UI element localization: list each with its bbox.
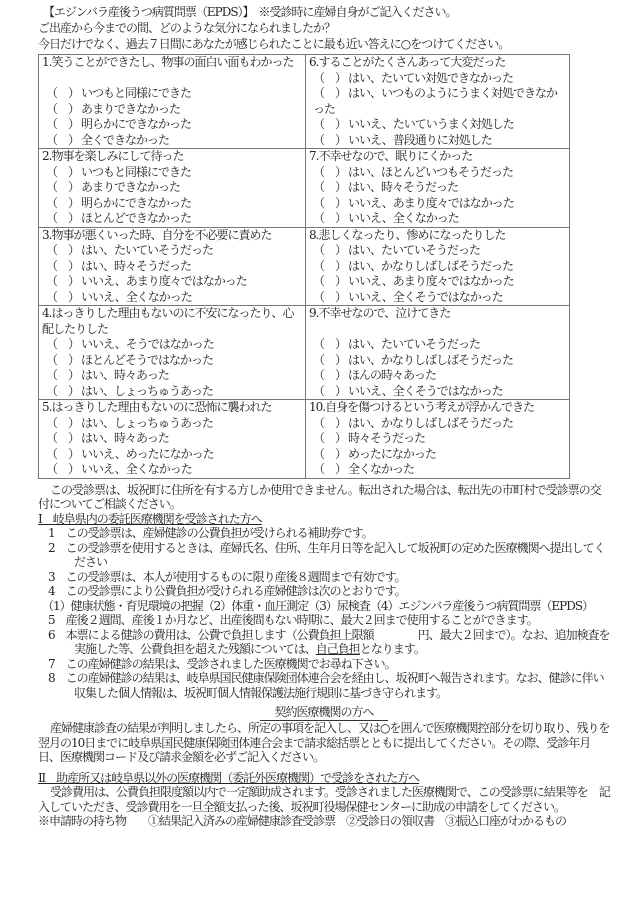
answer-option[interactable] bbox=[42, 462, 302, 478]
answer-checkbox[interactable]: （ ） bbox=[313, 383, 347, 398]
answer-checkbox[interactable]: （ ） bbox=[313, 211, 347, 225]
answer-checkbox[interactable]: （ ） bbox=[46, 117, 80, 131]
answer-label: はい、かなりしばしばそうだった bbox=[348, 415, 514, 430]
section1-item: 1 この受診票は、産婦健診の公費負担が受けられる補助券です。 bbox=[48, 526, 373, 540]
answer-option[interactable] bbox=[42, 86, 302, 102]
question-title: 4.はっきりした理由もないのに不安になったり、心配したりした bbox=[42, 306, 294, 336]
answer-checkbox[interactable]: （ ） bbox=[313, 86, 347, 100]
answer-checkbox[interactable]: （ ） bbox=[46, 101, 80, 116]
answer-options bbox=[42, 416, 302, 478]
answer-checkbox[interactable]: （ ） bbox=[46, 383, 80, 398]
answer-checkbox[interactable]: （ ） bbox=[313, 243, 347, 257]
question-row bbox=[39, 149, 570, 228]
answer-label: 時々そうだった bbox=[348, 431, 426, 445]
answer-option[interactable] bbox=[309, 211, 566, 227]
answer-checkbox[interactable]: （ ） bbox=[46, 274, 80, 288]
answer-label: いいえ、全くなかった bbox=[81, 289, 192, 304]
answer-label: いつもと同様にできた bbox=[81, 86, 192, 100]
answer-option[interactable] bbox=[309, 290, 566, 306]
epds-questionnaire-table bbox=[38, 54, 570, 479]
question-cell bbox=[39, 306, 306, 400]
answer-label: はい、かなりしばしばそうだった bbox=[348, 258, 514, 273]
question-cell bbox=[306, 227, 570, 306]
answer-option[interactable] bbox=[309, 416, 566, 432]
answer-option[interactable] bbox=[42, 368, 302, 384]
answer-option[interactable] bbox=[309, 353, 566, 369]
answer-option[interactable] bbox=[42, 102, 302, 118]
answer-option[interactable] bbox=[309, 117, 566, 133]
answer-option[interactable] bbox=[42, 384, 302, 400]
form-question: ご出産から今までの間、どのような気分になられましたか？ bbox=[38, 21, 336, 35]
answer-option[interactable] bbox=[42, 274, 302, 290]
answer-label: 全くできなかった bbox=[81, 132, 170, 147]
answer-options bbox=[309, 416, 566, 478]
answer-options bbox=[42, 165, 302, 227]
answer-checkbox[interactable]: （ ） bbox=[46, 258, 80, 273]
answer-checkbox[interactable]: （ ） bbox=[313, 258, 347, 273]
answer-checkbox[interactable]: （ ） bbox=[313, 368, 347, 382]
answer-checkbox[interactable]: （ ） bbox=[46, 352, 80, 367]
question-title: 1.笑うことができたし、物事の面白い面もわかった bbox=[42, 55, 294, 69]
answer-option[interactable] bbox=[42, 431, 302, 447]
answer-label: 明らかにできなかった bbox=[81, 195, 192, 210]
form-instruction: 今日だけでなく、過去７日間にあなたが感じられたことに最も近い答えに○をつけてください。 bbox=[38, 37, 510, 51]
answer-label: 明らかにできなかった bbox=[81, 117, 192, 131]
question-title: 2.物事を楽しみにして待った bbox=[42, 149, 184, 163]
form-title: 【エジンバラ産後うつ病質問票（EPDS）】 ※受診時に産婦自身がご記入ください。 bbox=[43, 5, 457, 19]
section1-item bbox=[38, 628, 610, 657]
answer-option[interactable] bbox=[309, 180, 566, 196]
item6-text: 6 本票による健診の費用は、公費で負担します（公費負担上限額 円、最大２回まで）。なお、追加検査を実施した等、公費負担を超えた残額については、 bbox=[48, 627, 610, 656]
answer-option[interactable] bbox=[309, 165, 566, 181]
instructions bbox=[38, 483, 610, 829]
answer-label: いいえ、あまり度々ではなかった bbox=[348, 274, 514, 288]
answer-checkbox[interactable]: （ ） bbox=[313, 70, 347, 85]
answer-checkbox[interactable]: （ ） bbox=[46, 368, 80, 382]
answer-checkbox[interactable]: （ ） bbox=[46, 243, 80, 257]
answer-checkbox[interactable]: （ ） bbox=[46, 132, 80, 147]
question-title: 9.不幸せなので、泣けてきた bbox=[309, 306, 451, 320]
answer-label: はい、時々あった bbox=[81, 431, 169, 445]
question-row bbox=[39, 306, 570, 400]
answer-label: いつもと同様にできた bbox=[81, 164, 192, 179]
answer-options bbox=[309, 71, 566, 149]
answer-option[interactable] bbox=[309, 196, 566, 212]
section1-heading: Ⅰ 岐阜県内の委託医療機関を受診された方へ bbox=[38, 511, 262, 526]
question-row bbox=[39, 55, 570, 149]
answer-label: はい、たいていそうだった bbox=[348, 243, 481, 257]
answer-option[interactable] bbox=[309, 259, 566, 275]
answer-label: ほんの時々あった bbox=[348, 368, 436, 382]
answer-label: めったになかった bbox=[348, 446, 436, 461]
answer-label: ほとんどそうではなかった bbox=[81, 352, 214, 367]
answer-checkbox[interactable]: （ ） bbox=[46, 446, 80, 461]
answer-label: いいえ、普段通りに対処した bbox=[348, 132, 492, 147]
answer-label: はい、しょっちゅうあった bbox=[81, 415, 213, 430]
answer-checkbox[interactable]: （ ） bbox=[313, 132, 347, 147]
question-title: 5.はっきりした理由もないのに恐怖に襲われた bbox=[42, 400, 272, 414]
answer-checkbox[interactable]: （ ） bbox=[313, 337, 347, 351]
answer-checkbox[interactable]: （ ） bbox=[46, 337, 80, 351]
answer-label: ほとんどできなかった bbox=[81, 211, 192, 225]
answer-label: いいえ、全くそうではなかった bbox=[348, 289, 503, 304]
section1-item: 7 この産婦健診の結果は、受診されました医療機関でお尋ね下さい。 bbox=[48, 656, 396, 671]
answer-label: はい、いつものようにうまく対処できなかった bbox=[313, 86, 558, 116]
section2-heading: Ⅱ 助産所又は岐阜県以外の医療機関（委託外医療機関）で受診をされた方へ bbox=[38, 770, 420, 785]
answer-label: いいえ、そうではなかった bbox=[81, 337, 214, 351]
answer-checkbox[interactable]: （ ） bbox=[313, 462, 347, 476]
question-cell bbox=[39, 227, 306, 306]
answer-label: はい、時々そうだった bbox=[348, 180, 459, 194]
question-cell bbox=[306, 149, 570, 228]
answer-option[interactable] bbox=[42, 196, 302, 212]
answer-label: はい、たいていそうだった bbox=[348, 337, 481, 351]
answer-option[interactable] bbox=[42, 259, 302, 275]
section1-item: 3 この受診票は、本人が使用するものに限り産後８週間まで有効です。 bbox=[48, 569, 406, 584]
answer-option[interactable] bbox=[42, 211, 302, 227]
answer-option[interactable] bbox=[309, 384, 566, 400]
section2-body: 受診費用は、公費負担限度額以内で一定額助成されます。受診されました医療機関で、この受診票に結果等を 記入していただき、受診費用を一旦全額支払った後、坂祝町役場保健センターに助成の申請をしてください。 bbox=[38, 785, 610, 814]
items-to-bring: ※申請時の持ち物 ①結果記入済みの産婦健康診査受診票 ②受診日の領収書 ③振込口座がわかるもの bbox=[38, 814, 567, 828]
answer-option[interactable] bbox=[42, 290, 302, 306]
answer-checkbox[interactable]: （ ） bbox=[313, 274, 347, 288]
answer-checkbox[interactable]: （ ） bbox=[46, 180, 80, 194]
contract-body: 産婦健康診査の結果が判明しましたら、所定の事項を記入し、又は○を囲んで医療機関控部分を切り取り、残りを翌月の10日までに岐阜県国民健康保険団体連合会まで請求総括票とともに提出してください。その際、受診年月日、医療機関コード及び請求金額を必ずご記入ください。 bbox=[38, 721, 610, 764]
answer-checkbox[interactable]: （ ） bbox=[313, 352, 347, 367]
answer-label: いいえ、あまり度々ではなかった bbox=[348, 195, 514, 210]
answer-checkbox[interactable]: （ ） bbox=[46, 289, 80, 304]
answer-option[interactable] bbox=[309, 431, 566, 447]
answer-option[interactable] bbox=[42, 165, 302, 181]
answer-label: いいえ、たいていうまく対処した bbox=[348, 117, 514, 131]
question-row bbox=[39, 227, 570, 306]
question-cell bbox=[306, 306, 570, 400]
answer-options bbox=[42, 337, 302, 399]
answer-checkbox[interactable]: （ ） bbox=[46, 462, 80, 476]
section1-item: 2 この受診票を使用するときは、産婦氏名、住所、生年月日等を記入して坂祝町の定めた医療機関へ提出してください bbox=[48, 540, 605, 569]
answer-label: はい、時々あった bbox=[81, 368, 169, 382]
answer-label: 全くなかった bbox=[348, 462, 415, 476]
answer-options bbox=[42, 243, 302, 305]
answer-checkbox[interactable]: （ ） bbox=[313, 289, 347, 304]
answer-label: はい、ほとんどいつもそうだった bbox=[348, 164, 514, 179]
answer-option[interactable] bbox=[42, 117, 302, 133]
answer-option[interactable] bbox=[42, 447, 302, 463]
answer-checkbox[interactable]: （ ） bbox=[46, 195, 80, 210]
question-cell bbox=[39, 400, 306, 479]
answer-option[interactable] bbox=[42, 337, 302, 353]
question-title: 7.不幸せなので、眠りにくかった bbox=[309, 149, 473, 163]
answer-option[interactable] bbox=[42, 353, 302, 369]
question-title: 3.物事が悪くいった時、自分を不必要に責めた bbox=[42, 227, 272, 242]
answer-checkbox[interactable]: （ ） bbox=[46, 211, 80, 225]
answer-options bbox=[309, 243, 566, 305]
answer-checkbox[interactable]: （ ） bbox=[46, 86, 80, 100]
question-cell bbox=[306, 400, 570, 479]
question-title: 10.自身を傷つけるという考えが浮かんできた bbox=[309, 400, 535, 414]
section1-item: 8 この産婦健診の結果は、岐阜県国民健康保険団体連合会を経由し、坂祝町へ報告されます。なお、健診に伴い収集した個人情報は、坂祝町個人情報保護法施行規則に基づき守られます。 bbox=[48, 671, 604, 700]
answer-checkbox[interactable]: （ ） bbox=[313, 164, 347, 179]
contract-heading bbox=[38, 705, 610, 721]
answer-option[interactable] bbox=[42, 416, 302, 432]
question-cell bbox=[39, 55, 306, 149]
answer-options bbox=[42, 86, 302, 148]
answer-option[interactable] bbox=[309, 86, 566, 117]
answer-checkbox[interactable]: （ ） bbox=[313, 180, 347, 194]
answer-checkbox[interactable]: （ ） bbox=[313, 431, 347, 445]
answer-option[interactable] bbox=[42, 133, 302, 149]
answer-options bbox=[309, 165, 566, 227]
answer-option[interactable] bbox=[309, 462, 566, 478]
section1-item: 5 産後２週間、産後１か月など、出産後間もない時期に、最大２回まで使用することができます。 bbox=[48, 613, 538, 627]
answer-label: いいえ、全くそうではなかった bbox=[348, 383, 503, 398]
answer-option[interactable] bbox=[309, 133, 566, 149]
exam-list: （1）健康状態・育児環境の把握（2）体重・血圧測定（3）尿検査（4）エジンバラ産後うつ病質問票（EPDS） bbox=[42, 598, 594, 613]
answer-option[interactable] bbox=[42, 180, 302, 196]
question-row bbox=[39, 400, 570, 479]
question-title: 8.悲しくなったり、惨めになったりした bbox=[309, 227, 506, 242]
answer-option[interactable] bbox=[309, 337, 566, 353]
answer-label: あまりできなかった bbox=[81, 180, 181, 194]
answer-checkbox[interactable]: （ ） bbox=[313, 195, 347, 210]
answer-label: はい、たいてい対処できなかった bbox=[348, 70, 514, 85]
answer-label: いいえ、めったになかった bbox=[81, 446, 214, 461]
self-pay-text: 自己負担 bbox=[315, 642, 360, 656]
answer-option[interactable] bbox=[42, 243, 302, 259]
answer-checkbox[interactable]: （ ） bbox=[313, 117, 347, 131]
item6-end: となります。 bbox=[359, 642, 425, 656]
question-cell bbox=[306, 55, 570, 149]
answer-label: あまりできなかった bbox=[81, 101, 181, 116]
answer-option[interactable] bbox=[309, 368, 566, 384]
answer-option[interactable] bbox=[309, 274, 566, 290]
answer-option[interactable] bbox=[309, 71, 566, 87]
contract-heading-text: 契約医療機関の方へ bbox=[260, 705, 387, 721]
answer-label: いいえ、あまり度々ではなかった bbox=[81, 274, 247, 288]
answer-checkbox[interactable]: （ ） bbox=[313, 415, 347, 430]
answer-label: はい、時々そうだった bbox=[81, 258, 192, 273]
question-title: 6.することがたくさんあって大変だった bbox=[309, 55, 506, 69]
answer-checkbox[interactable]: （ ） bbox=[46, 431, 80, 445]
answer-label: はい、しょっちゅうあった bbox=[81, 383, 213, 398]
answer-label: はい、かなりしばしばそうだった bbox=[348, 352, 514, 367]
answer-label: はい、たいていそうだった bbox=[81, 243, 214, 257]
answer-option[interactable] bbox=[309, 243, 566, 259]
answer-option[interactable] bbox=[309, 447, 566, 463]
answer-checkbox[interactable]: （ ） bbox=[46, 164, 80, 179]
answer-options bbox=[309, 337, 566, 399]
header bbox=[38, 4, 610, 52]
answer-label: いいえ、全くなかった bbox=[81, 462, 192, 476]
notice: この受診票は、坂祝町に住所を有する方しか使用できません。転出された場合は、転出先の市町村で受診票の交付についてご相談ください。 bbox=[38, 482, 601, 511]
answer-checkbox[interactable]: （ ） bbox=[313, 446, 347, 461]
answer-checkbox[interactable]: （ ） bbox=[46, 415, 80, 430]
question-cell bbox=[39, 149, 306, 228]
section1-item: 4 この受診票により公費負担が受けられる産婦健診は次のとおりです。 bbox=[48, 584, 406, 598]
answer-label: いいえ、全くなかった bbox=[348, 211, 459, 225]
